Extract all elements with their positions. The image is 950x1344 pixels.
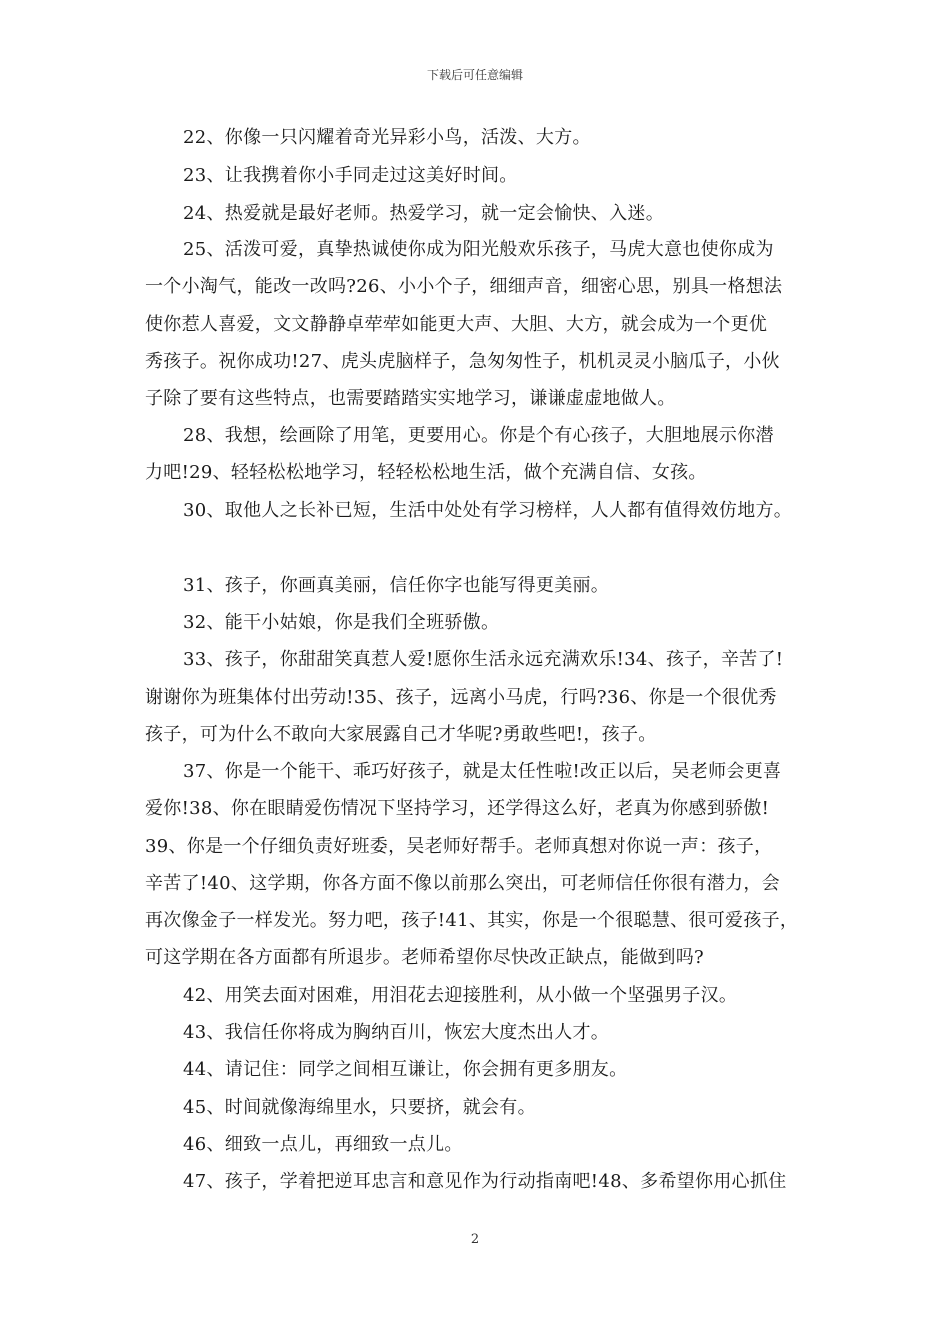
text-line: 22、你像一只闪耀着奇光异彩小鸟，活泼、大方。 [183,127,591,148]
page-header: 下载后可任意编辑 [426,68,523,82]
text-line: 子除了要有这些特点，也需要踏踏实实地学习，谦谦虚虚地做人。 [145,388,676,409]
text-line: 24、热爱就是最好老师。热爱学习，就一定会愉快、入迷。 [183,203,665,224]
text-line: 37、你是一个能干、乖巧好孩子，就是太任性啦!改正以后，吴老师会更喜 [183,761,782,782]
text-line: 谢谢你为班集体付出劳动!35、孩子，远离小马虎，行吗?36、你是一个很优秀 [145,687,777,708]
text-line: 47、孩子，学着把逆耳忠言和意见作为行动指南吧!48、多希望你用心抓住 [183,1171,787,1192]
text-line: 42、用笑去面对困难，用泪花去迎接胜利，从小做一个坚强男子汉。 [183,985,738,1006]
text-line: 31、孩子，你画真美丽，信任你字也能写得更美丽。 [183,575,610,596]
text-line: 39、你是一个仔细负责好班委，吴老师好帮手。老师真想对你说一声：孩子， [145,836,773,857]
text-line: 25、活泼可爱，真挚热诚使你成为阳光般欢乐孩子，马虎大意也使你成为 [183,239,774,260]
page-number: 2 [470,1232,480,1247]
text-line: 32、能干小姑娘，你是我们全班骄傲。 [183,612,500,633]
text-line: 45、时间就像海绵里水，只要挤，就会有。 [183,1097,536,1118]
text-line: 力吧!29、轻轻松松地学习，轻轻松松地生活，做个充满自信、女孩。 [145,462,707,483]
text-line: 46、细致一点儿，再细致一点儿。 [183,1134,463,1155]
text-line: 爱你!38、你在眼睛爱伤情况下坚持学习，还学得这么好，老真为你感到骄傲! [145,798,770,819]
text-line: 秀孩子。祝你成功!27、虎头虎脑样子，急匆匆性子，机机灵灵小脑瓜子，小伙 [145,351,780,372]
text-line: 孩子，可为什么不敢向大家展露自己才华呢?勇敢些吧!，孩子。 [145,724,657,745]
text-line: 28、我想，绘画除了用笔，更要用心。你是个有心孩子，大胆地展示你潜 [183,425,774,446]
text-line: 辛苦了!40、这学期，你各方面不像以前那么突出，可老师信任你很有潜力，会 [145,873,780,894]
text-line: 再次像金子一样发光。努力吧，孩子!41、其实，你是一个很聪慧、很可爱孩子， [145,910,799,931]
text-line: 44、请记住：同学之间相互谦让，你会拥有更多朋友。 [183,1059,628,1080]
text-line: 23、让我携着你小手同走过这美好时间。 [183,165,518,186]
text-line: 使你惹人喜爱，文文静静卓荦荦如能更大声、大胆、大方，就会成为一个更优 [145,314,768,335]
text-line: 可这学期在各方面都有所退步。老师希望你尽快改正缺点，能做到吗? [145,947,704,968]
text-line: 一个小淘气，能改一改吗?26、小小个子，细细声音，细密心思，别具一格想法 [145,276,783,297]
text-line: 43、我信任你将成为胸纳百川，恢宏大度杰出人才。 [183,1022,610,1043]
text-line: 33、孩子，你甜甜笑真惹人爱!愿你生活永远充满欢乐!34、孩子，辛苦了! [183,649,784,670]
text-line: 30、取他人之长补已短，生活中处处有学习榜样，人人都有值得效仿地方。 [183,500,793,521]
